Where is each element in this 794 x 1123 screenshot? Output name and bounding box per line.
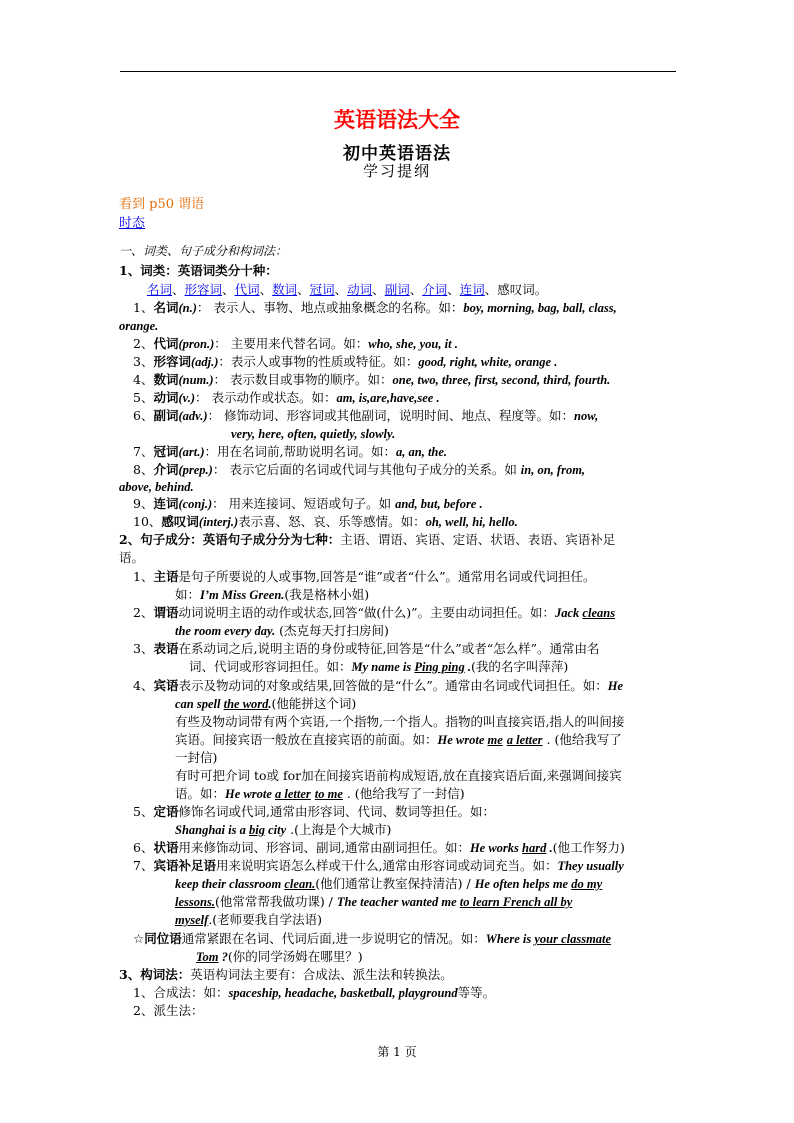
link-art[interactable]: 冠词 [309, 282, 335, 297]
word-class-item-cont: orange. [119, 319, 159, 333]
sentence-part-example: 如：I’m Miss Green.(我是格林小姐) [175, 587, 370, 602]
sentence-part-example: can spell the word.(他能拼这个词) [175, 696, 357, 711]
heading-word-classes: 1、词类：英语词类分十种： [119, 263, 278, 278]
word-formation-item: 1、合成法：如：spaceship, headache, basketball, playground等等。 [133, 985, 496, 1000]
sentence-part-item: 2、谓语动词说明主语的动作或状态,回答“做(什么)”。主要由动词担任。如：Jack cleans [133, 605, 616, 620]
sentence-part-item: 3、表语在系动词之后,说明主语的身份或特征,回答是“什么”或者“怎么样”。通常由名 [133, 641, 600, 656]
sentence-part-note: 一封信) [175, 750, 218, 765]
word-class-item: 3、形容词(adj.)：表示人或事物的性质或特征。如：good, right, white, orange . [133, 354, 558, 369]
link-pron[interactable]: 代词 [234, 282, 260, 297]
sentence-part-example: the room every day. (杰克每天打扫房间) [175, 623, 389, 638]
sentence-part-note: 宾语。间接宾语一般放在直接宾语的前面。如：He wrote me a letter . (他给我写了 [175, 732, 622, 747]
word-class-item: 6、副词(adv.)： 修饰动词、形容词或其他副词，说明时间、地点、程度等。如：now, [133, 408, 599, 423]
word-formation-item: 2、派生法： [133, 1003, 204, 1018]
sentence-part-item: 5、定语修饰名词或代词,通常由形容词、代词、数词等担任。如： [133, 804, 495, 819]
heading-sentence-parts: 2、句子成分：英语句子成分分为七种：主语、谓语、宾语、定语、状语、表语、宾语补足 [119, 532, 616, 547]
word-class-item-cont: very, here, often, quietly, slowly. [231, 427, 396, 441]
subtitle-grammar: 初中英语语法 [343, 144, 451, 164]
word-class-item: 1、名词(n.)： 表示人、事物、地点或抽象概念的名称。如：boy, morning, bag, ball, class, [133, 300, 617, 315]
word-class-item-cont: above, behind. [119, 480, 194, 494]
sentence-part-example: myself.(老师要我自学法语) [175, 912, 323, 927]
link-noun[interactable]: 名词 [147, 282, 173, 297]
word-class-list: 名词、形容词、代词、数词、冠词、动词、副词、介词、连词、感叹词。 [147, 282, 548, 297]
appositive-item: ☆同位语通常紧跟在名词、代词后面,进一步说明它的情况。如：Where is your classmate [133, 931, 612, 946]
word-class-item: 2、代词(pron.)： 主要用来代替名词。如：who, she, you, it . [133, 336, 458, 351]
word-class-item: 4、数词(num.)： 表示数目或事物的顺序。如：one, two, three, first, second, third, fourth. [133, 372, 611, 387]
link-tense[interactable]: 时态 [119, 216, 146, 231]
sentence-part-item: 1、主语是句子所要说的人或事物,回答是“谁”或者“什么”。通常用名词或代词担任。 [133, 569, 596, 584]
page-number: 第 1 页 [377, 1045, 417, 1059]
link-adj[interactable]: 形容词 [184, 282, 223, 297]
word-class-item: 10、感叹词(interj.)表示喜、怒、哀、乐等感情。如：oh, well, hi, hello. [133, 514, 518, 529]
word-class-item: 5、动词(v.)： 表示动作或状态。如：am, is,are,have,see . [133, 390, 440, 405]
sentence-part-example: Shanghai is a big city .(上海是个大城市) [175, 822, 392, 837]
subtitle-outline: 学习提纲 [362, 162, 431, 180]
sentence-part-note: 语。如：He wrote a letter to me . (他给我写了一封信) [175, 786, 465, 801]
link-prep[interactable]: 介词 [422, 282, 448, 297]
link-conj[interactable]: 连词 [459, 282, 485, 297]
link-verb[interactable]: 动词 [347, 282, 373, 297]
sentence-part-item: 7、宾语补足语用来说明宾语怎么样或干什么,通常由形容词或动词充当。如：They usually [133, 858, 624, 873]
header-rule [120, 71, 676, 72]
word-class-item: 9、连词(conj.)： 用来连接词、短语或句子。如 and, but, before . [133, 496, 483, 511]
sentence-part-note: 有时可把介词 to或 for加在间接宾语前构成短语,放在直接宾语后面,来强调间接宾 [175, 768, 622, 783]
sentence-part-item: 4、宾语表示及物动词的对象或结果,回答做的是“什么”。通常由名词或代词担任。如：He [133, 678, 624, 693]
link-num[interactable]: 数词 [272, 282, 298, 297]
page-title: 英语语法大全 [334, 107, 460, 132]
section1-intro: 一、词类、句子成分和构词法： [119, 244, 288, 258]
link-adv[interactable]: 副词 [384, 282, 410, 297]
heading-word-formation: 3、构词法：英语构词法主要有：合成法、派生法和转换法。 [119, 967, 453, 982]
word-class-item: 8、介词(prep.)： 表示它后面的名词或代词与其他句子成分的关系。如 in, on, from, [133, 462, 586, 477]
appositive-example: Tom ?(你的同学汤姆在哪里？) [196, 949, 363, 964]
sentence-part-example: lessons.(他常常帮我做功课) / The teacher wanted me to learn French all by [175, 894, 573, 909]
word-class-item: 7、冠词(art.)：用在名词前,帮助说明名词。如：a, an, the. [133, 444, 448, 459]
sentence-part-note: 有些及物动词带有两个宾语,一个指物,一个指人。指物的叫直接宾语,指人的叫间接 [175, 714, 625, 729]
sentence-part-item: 6、状语用来修饰动词、形容词、副词,通常由副词担任。如：He works hard .(他工作努力) [133, 840, 625, 855]
sentence-part-example: keep their classroom clean.(他们通常让教室保持清洁) / He often helps me do my [175, 876, 603, 891]
heading-cont: 语。 [119, 550, 145, 565]
sentence-part-example: 词、代词或形容词担任。如：My name is Ping ping .(我的名字叫萍萍) [189, 659, 569, 674]
link-p50[interactable]: 看到 p50 谓语 [119, 197, 205, 212]
